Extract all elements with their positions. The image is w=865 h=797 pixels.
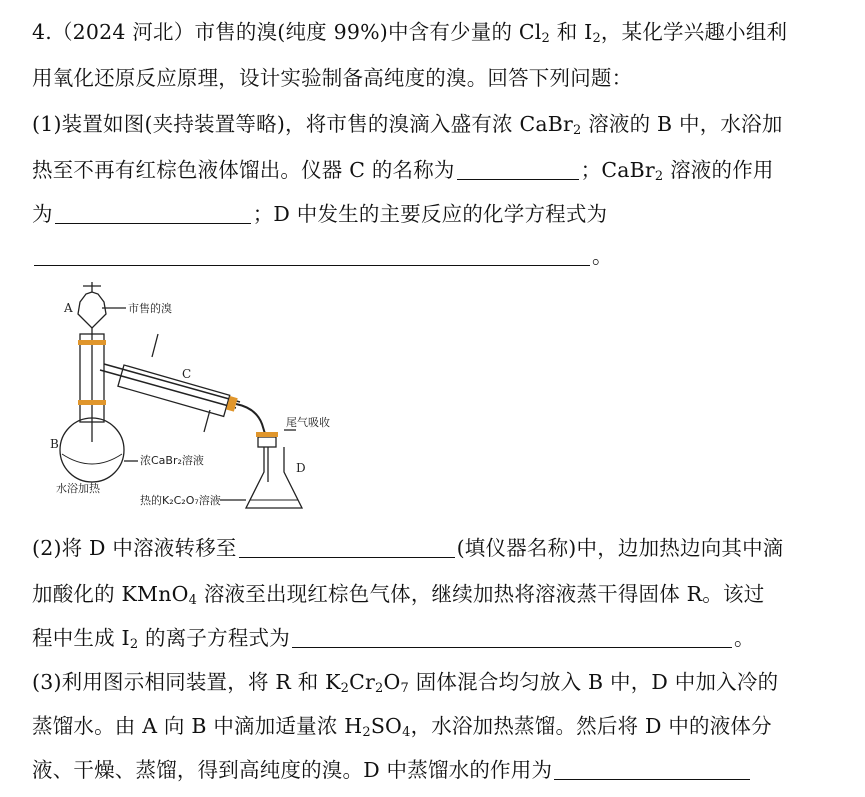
label-bromine: 市售的溴 [128,302,172,315]
answer-blank-ionic-equation[interactable] [292,627,732,648]
part1-line-1: (1)装置如图(夹持装置等略)，将市售的溴滴入盛有浓 CaBr$_2$ 溶液的 B 中，水浴加 [32,112,783,138]
part3-line-3: 液、干燥、蒸馏，得到高纯度的溴。D 中蒸馏水的作用为 [32,756,752,784]
separatory-funnel [78,292,106,328]
apparatus-figure [40,272,380,527]
part2-line-3: 程中生成 $I_2$ 的离子方程式为 。 [32,626,755,652]
label-water-bath: 水浴加热 [56,482,100,495]
question-source: （2024 河北） [51,20,195,44]
part1-line-4: 。 [32,242,613,270]
part1-line-3: 为 ；D 中发生的主要反应的化学方程式为 [32,202,608,226]
distillation-apparatus-diagram [40,272,380,527]
q-line-1: 4.（2024 河北）市售的溴(纯度 99%)中含有少量的 $Cl_2$ 和 $I_2$，某化学兴趣小组利 [32,20,788,46]
question-number: 4. [32,20,52,44]
part2-line-1: (2)将 D 中溶液转移至 (填仪器名称)中，边加热边向其中滴 [32,536,784,560]
label-c: C [182,367,192,381]
answer-blank-instrument-c[interactable] [457,159,579,180]
part1-line-2: 热至不再有红棕色液体馏出。仪器 C 的名称为 ；CaBr$_2$ 溶液的作用 [32,158,774,184]
answer-blank-equation-d[interactable] [34,245,590,266]
label-d: D [296,461,306,475]
label-cabr2-solution: 浓CaBr₂溶液 [140,454,204,467]
part3-line-1: (3)利用图示相同装置，将 R 和 $K_2Cr_2O_7$ 固体混合均匀放入 B 中，D 中加入冷的 [32,670,779,696]
label-b: B [50,437,59,451]
label-k2cr2o7-solution: 热的K₂C₂O₇溶液 [140,494,221,507]
part3-line-2: 蒸馏水。由 A 向 B 中滴加适量浓 $H_2SO_4$，水浴加热蒸馏。然后将 D 中的液体分 [32,714,772,740]
label-a: A [64,301,73,315]
part2-line-2: 加酸化的 KMnO$_4$ 溶液至出现红棕色气体，继续加热将溶液蒸干得固体 R。该过 [32,582,765,608]
answer-blank-cabr2-role[interactable] [55,203,251,224]
label-tail-gas: 尾气吸收 [286,416,330,429]
conical-flask-d [246,447,302,508]
answer-blank-instrument-name[interactable] [239,537,455,558]
answer-blank-distilled-water-role[interactable] [554,759,750,780]
q-line-2: 用氧化还原反应原理，设计实验制备高纯度的溴。回答下列问题： [32,66,633,90]
